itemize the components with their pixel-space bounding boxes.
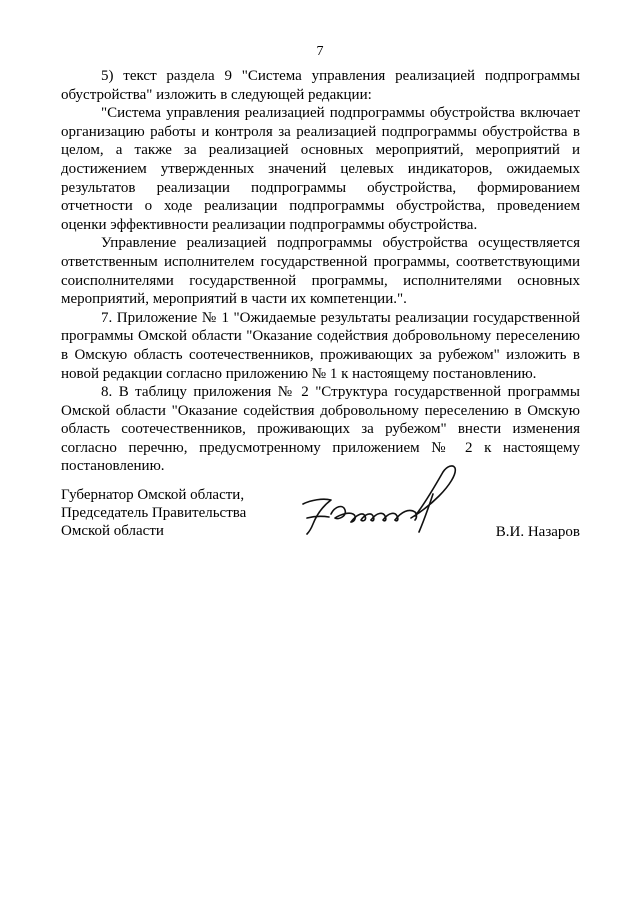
signer-title — [61, 486, 246, 540]
handwritten-signature — [293, 456, 473, 546]
signer-title-line-2: Председатель Правительства — [61, 505, 247, 521]
document-body — [61, 67, 580, 476]
signer-title-line-3: Омской области — [61, 523, 164, 539]
paragraph-section9-intro: 5) текст раздела 9 "Система управления реализацией подпрограммы обустройства" изложить в следующей редакции: — [61, 68, 580, 103]
signer-name: В.И. Назаров — [495, 524, 580, 540]
paragraph-management-responsibility: Управление реализацией подпрограммы обустройства осуществляется ответственным исполнителем государственной программы, соответствующими соисполнителями государственной программы, исполнителями основных мероприятий, мероприятий в части их компетенции.". — [61, 235, 580, 308]
signer-title-line-1: Губернатор Омской области, — [61, 487, 245, 503]
paragraph-management-system: "Система управления реализацией подпрограммы обустройства включает организацию работы и контроля за реализацией подпрограммы обустройства в целом, а также за реализацией основных мероприятий, мероприятий и достижением утвержденных значений целевых индикаторов, ожидаемых результатов реализации подпрограммы обустройства, формированием отчетности о ходе реализации подпрограммы обустройства, проведением оценки эффективности реализации подпрограммы обустройства. — [61, 105, 580, 233]
paragraph-item-8: 8. В таблицу приложения № 2 "Структура государственной программы Омской области "Оказание содействия добровольному переселению в Омскую область соотечественников, проживающих за рубежом" внести изменения согласно перечню, предусмотренному приложением № 2 к настоящему постановлению. — [61, 384, 580, 475]
signature-block — [61, 486, 580, 566]
paragraph-item-7: 7. Приложение № 1 "Ожидаемые результаты реализации государственной программы Омской области "Оказание содействия добровольному переселению в Омскую область соотечественников, проживающих за рубежом" изложить в новой редакции согласно приложению № 1 к настоящему постановлению. — [61, 309, 580, 382]
page-number: 7 — [316, 44, 324, 59]
